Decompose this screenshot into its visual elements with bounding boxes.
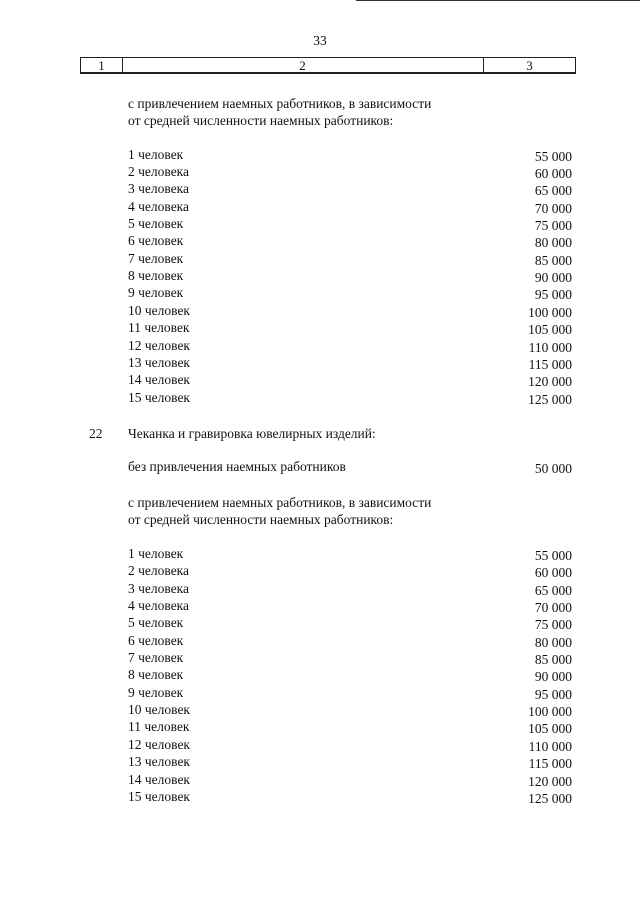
s2-row-value: 60 000 [534,565,572,580]
s2-row-label: 5 человек [128,615,184,630]
s2-row-value: 120 000 [528,774,572,789]
s2-row-label: 3 человека [128,581,190,596]
section1-intro-line-2: от средней численности наемных работников: [128,113,394,128]
s2-row-value: 110 000 [528,739,572,754]
column-header-3: 3 [526,58,533,73]
s1-row-value: 70 000 [534,201,572,216]
s1-row-label: 1 человек [128,147,184,162]
s2-row-label: 10 человек [128,702,190,717]
s1-row-label: 6 человек [128,233,184,248]
s2-row-label: 2 человека [128,563,190,578]
s1-row-value: 105 000 [528,322,572,337]
s2-row-label: 15 человек [128,789,190,804]
s2-row-label: 13 человек [128,754,190,769]
s2-row-value: 95 000 [534,687,572,702]
item-number: 22 [89,426,103,441]
s1-row-label: 3 человека [128,181,190,196]
s1-row-label: 11 человек [128,320,190,335]
s1-row-value: 85 000 [534,253,572,268]
s2-row-label: 11 человек [128,719,190,734]
s1-row-value: 65 000 [534,183,572,198]
s2-row-value: 85 000 [534,652,572,667]
s1-row-label: 7 человек [128,251,184,266]
s2-row-value: 70 000 [534,600,572,615]
s2-row-value: 115 000 [528,756,572,771]
s1-row-label: 4 человека [128,199,190,214]
item22-intro-line-2: от средней численности наемных работников: [128,512,394,527]
s2-row-label: 7 человек [128,650,184,665]
s1-row-value: 80 000 [534,235,572,250]
column-header-1: 1 [81,58,123,72]
s1-row-label: 8 человек [128,268,184,283]
s2-row-label: 9 человек [128,685,184,700]
s2-row-label: 8 человек [128,667,184,682]
section1-intro-line-1: с привлечением наемных работников, в зависимости [128,96,432,111]
s2-row-value: 65 000 [534,583,572,598]
s1-row-label: 10 человек [128,303,190,318]
s2-row-label: 6 человек [128,633,184,648]
s1-row-value: 90 000 [534,270,572,285]
s2-row-value: 90 000 [534,669,572,684]
s2-row-value: 125 000 [528,791,572,806]
no-hire-value: 50 000 [534,461,572,476]
s1-row-label: 2 человека [128,164,190,179]
s2-row-value: 75 000 [534,617,572,632]
s1-row-label: 14 человек [128,372,190,387]
item-title: Чеканка и гравировка ювелирных изделий: [128,426,376,441]
s1-row-label: 15 человек [128,390,190,405]
s1-row-value: 75 000 [534,218,572,233]
s1-row-value: 60 000 [534,166,572,181]
no-hire-label: без привлечения наемных работников [128,459,346,474]
s1-row-value: 115 000 [528,357,572,372]
s2-row-label: 12 человек [128,737,190,752]
s1-row-label: 12 человек [128,338,190,353]
s2-row-value: 80 000 [534,635,572,650]
item22-intro-line-1: с привлечением наемных работников, в зависимости [128,495,432,510]
s1-row-label: 9 человек [128,285,184,300]
s1-row-value: 55 000 [534,149,572,164]
s1-row-label: 13 человек [128,355,190,370]
s1-row-value: 95 000 [534,287,572,302]
s2-row-label: 14 человек [128,772,190,787]
top-rule [356,0,640,1]
s2-row-label: 4 человека [128,598,190,613]
s1-row-value: 125 000 [528,392,572,407]
s1-row-value: 120 000 [528,374,572,389]
s2-row-value: 100 000 [528,704,572,719]
s1-row-value: 110 000 [528,340,572,355]
page-number: 33 [313,33,327,48]
column-header-2: 2 [122,58,484,72]
s2-row-value: 105 000 [528,721,572,736]
s1-row-label: 5 человек [128,216,184,231]
column-header-row [80,57,576,74]
s2-row-label: 1 человек [128,546,184,561]
s1-row-value: 100 000 [528,305,572,320]
s2-row-value: 55 000 [534,548,572,563]
